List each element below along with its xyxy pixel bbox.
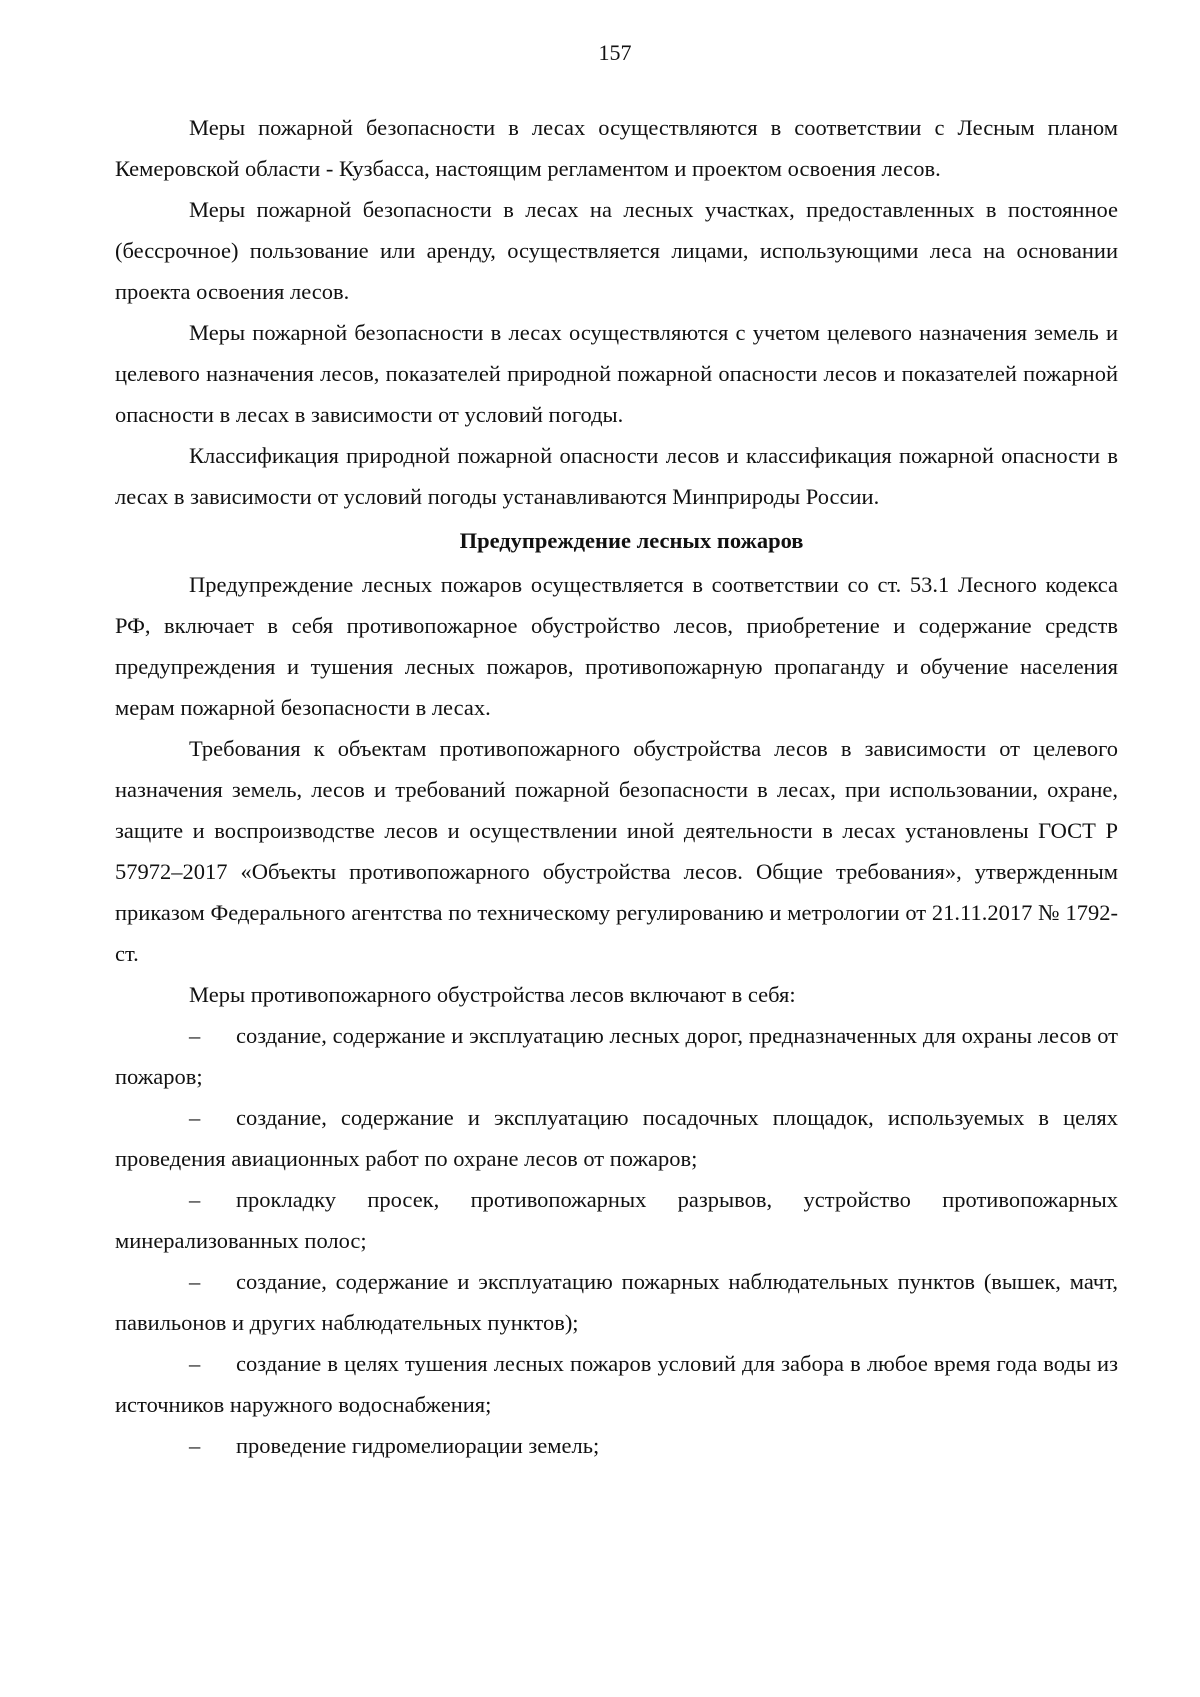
list-dash: – [189,1351,201,1376]
paragraph: Предупреждение лесных пожаров осуществляется в соответствии со ст. 53.1 Лесного кодекса РФ, включает в себя противопожарное обустройство лесов, приобретение и содержание средств предупреждения и тушения лесных пожаров, противопожарную пропаганду и обучение населения мерам пожарной безопасности в лесах. [115,572,1118,720]
list-dash: – [189,1105,201,1130]
list-dash: – [189,1269,201,1294]
list-item [115,1179,1118,1261]
paragraph: Требования к объектам противопожарного обустройства лесов в зависимости от целевого назначения земель, лесов и требований пожарной безопасности в лесах, при использовании, охране, защите и воспроизводстве лесов и осуществлении иной деятельности в лесах установлены ГОСТ Р 57972–2017 «Объекты противопожарного обустройства лесов. Общие требования», утвержденным приказом Федерального агентства по техническому регулированию и метрологии от 21.11.2017 № 1792-ст. [115,736,1118,966]
paragraph: Меры противопожарного обустройства лесов включают в себя: [189,982,796,1007]
section-heading: Предупреждение лесных пожаров [459,528,804,553]
list-item-text: прокладку просек, противопожарных разрывов, устройство противопожарных минерализованных полос; [115,1187,1118,1253]
paragraph: Классификация природной пожарной опасности лесов и классификация пожарной опасности в лесах в зависимости от условий погоды устанавливаются Минприроды России. [115,443,1118,509]
list-item [115,1343,1118,1425]
list-item-text: создание, содержание и эксплуатацию пожарных наблюдательных пунктов (вышек, мачт, павильонов и других наблюдательных пунктов); [115,1269,1118,1335]
list-item-text: проведение гидромелиорации земель; [236,1433,600,1458]
page-number: 157 [598,40,632,65]
paragraph: Меры пожарной безопасности в лесах осуществляются с учетом целевого назначения земель и целевого назначения лесов, показателей природной пожарной опасности лесов и показателей пожарной опасности в лесах в зависимости от условий погоды. [115,320,1118,427]
list-item-text: создание, содержание и эксплуатацию лесных дорог, предназначенных для охраны лесов от пожаров; [115,1023,1118,1089]
list-dash: – [189,1023,201,1048]
list-item [115,1261,1118,1343]
list-item [115,1097,1118,1179]
list-dash: – [189,1187,201,1212]
paragraph: Меры пожарной безопасности в лесах на лесных участках, предоставленных в постоянное (бессрочное) пользование или аренду, осуществляется лицами, использующими леса на основании проекта освоения лесов. [115,197,1118,304]
document-body [115,107,1118,1466]
list-item [115,1015,1118,1097]
list-item-text: создание в целях тушения лесных пожаров условий для забора в любое время года воды из источников наружного водоснабжения; [115,1351,1118,1417]
list-item [115,1425,1118,1466]
list-item-text: создание, содержание и эксплуатацию посадочных площадок, используемых в целях проведения авиационных работ по охране лесов от пожаров; [115,1105,1118,1171]
paragraph: Меры пожарной безопасности в лесах осуществляются в соответствии с Лесным планом Кемеровской области - Кузбасса, настоящим регламентом и проектом освоения лесов. [115,115,1118,181]
list-dash: – [189,1433,201,1458]
